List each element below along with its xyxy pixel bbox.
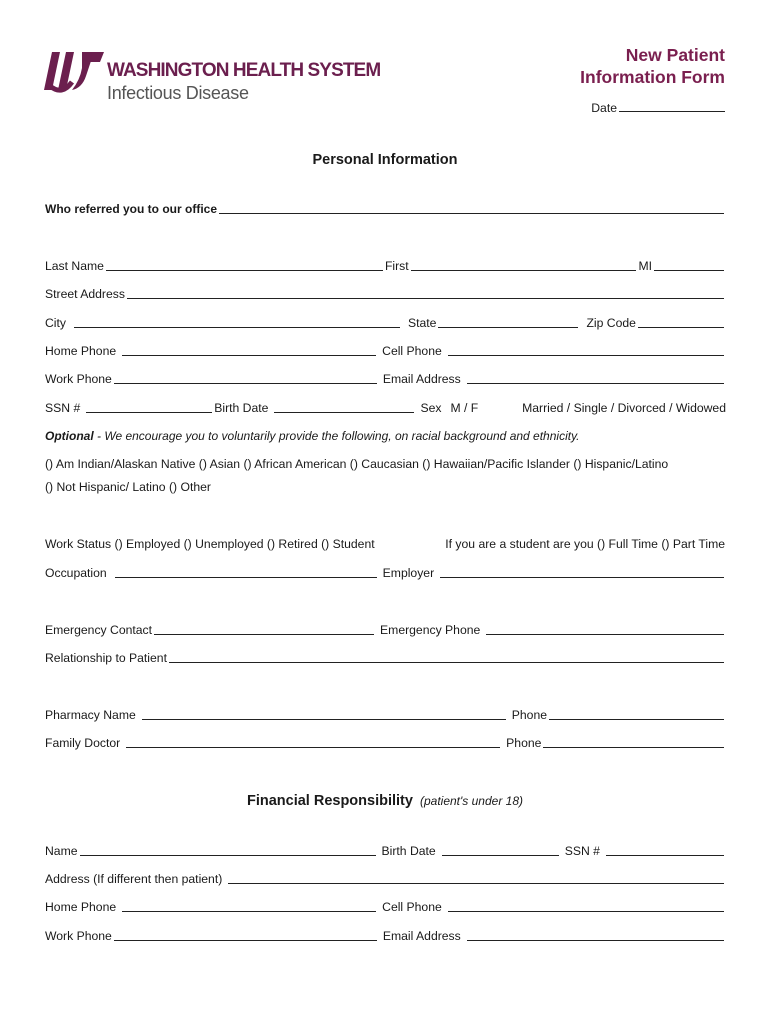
fin-address-label: Address (If different then patient) (45, 872, 223, 886)
zip-label: Zip Code (586, 316, 636, 330)
sex-label: Sex (420, 401, 442, 415)
pharmacy-phone-label: Phone (511, 708, 548, 722)
fin-name-label: Name (45, 844, 78, 858)
pharmacy-line[interactable] (142, 707, 506, 720)
employer-line[interactable] (440, 565, 724, 578)
emergency-phone-label: Emergency Phone (380, 623, 481, 637)
employer-label: Employer (382, 566, 435, 580)
pharmacy-row (45, 703, 726, 723)
pharmacy-phone-line[interactable] (549, 707, 724, 720)
form-title-line2: Information Form (580, 67, 725, 87)
referral-row (45, 197, 726, 217)
name-row (45, 254, 726, 274)
fin-home-phone-label: Home Phone (45, 900, 117, 914)
sex-options[interactable]: M / F (450, 401, 479, 415)
form-title (580, 44, 725, 88)
state-line[interactable] (438, 315, 578, 328)
personal-section-title: Personal Information (312, 152, 458, 168)
home-phone-line[interactable] (122, 343, 376, 356)
ssn-line[interactable] (86, 400, 212, 413)
fin-email-label: Email Address (382, 929, 461, 943)
date-label: Date (591, 101, 617, 115)
fin-address-line[interactable] (228, 871, 724, 884)
emergency-contact-line[interactable] (154, 622, 374, 635)
student-status-options[interactable]: If you are a student are you () Full Time () Part Time (445, 537, 725, 551)
financial-section-title (0, 793, 770, 809)
ssn-row (45, 396, 726, 416)
city-label: City (45, 316, 66, 330)
ssn-label: SSN # (45, 401, 81, 415)
form-title-line1: New Patient (625, 45, 725, 65)
fin-birth-date-line[interactable] (442, 843, 559, 856)
date-field[interactable] (591, 99, 725, 115)
fin-work-phone-label: Work Phone (45, 929, 112, 943)
mi-label: MI (638, 259, 652, 273)
logo-org-name: WASHINGTON HEALTH SYSTEM (107, 60, 381, 81)
referral-label: Who referred you to our office (45, 202, 218, 216)
doctor-phone-label: Phone (506, 736, 542, 750)
fin-ssn-label: SSN # (564, 844, 600, 858)
street-row (45, 282, 726, 302)
occupation-line[interactable] (115, 565, 377, 578)
optional-text: - We encourage you to voluntarily provide the following, on racial background and ethnicity. (93, 429, 580, 443)
zip-line[interactable] (638, 315, 724, 328)
logo (42, 42, 382, 106)
mi-line[interactable] (654, 258, 724, 271)
relationship-row (45, 646, 726, 666)
last-name-line[interactable] (106, 258, 383, 271)
work-email-row (45, 367, 726, 387)
street-label: Street Address (45, 287, 125, 301)
logo-mark-icon (42, 46, 106, 96)
ethnicity-options-2[interactable]: () Not Hispanic/ Latino () Other (45, 480, 211, 494)
email-line[interactable] (467, 371, 724, 384)
birth-date-line[interactable] (274, 400, 414, 413)
relationship-label: Relationship to Patient (45, 651, 167, 665)
pharmacy-label: Pharmacy Name (45, 708, 136, 722)
logo-department: Infectious Disease (107, 83, 249, 103)
financial-title: Financial Responsibility (246, 793, 413, 809)
phone-row (45, 339, 726, 359)
occupation-row (45, 561, 726, 581)
last-name-label: Last Name (45, 259, 104, 273)
financial-subtitle: (patient's under 18) (419, 794, 524, 808)
emergency-row (45, 618, 726, 638)
emergency-phone-line[interactable] (486, 622, 724, 635)
work-phone-label: Work Phone (45, 372, 112, 386)
email-label: Email Address (382, 372, 461, 386)
fin-name-line[interactable] (80, 843, 376, 856)
financial-address-row (45, 867, 726, 887)
financial-name-row (45, 839, 726, 859)
financial-phone-row (45, 895, 726, 915)
fin-ssn-line[interactable] (606, 843, 724, 856)
home-phone-label: Home Phone (45, 344, 117, 358)
occupation-label: Occupation (45, 566, 107, 580)
first-name-line[interactable] (411, 258, 637, 271)
fin-cell-phone-label: Cell Phone (382, 900, 442, 914)
city-row (45, 311, 726, 331)
fin-home-phone-line[interactable] (122, 899, 376, 912)
optional-label: Optional (45, 429, 94, 443)
emergency-contact-label: Emergency Contact (45, 623, 153, 637)
family-doctor-row (45, 731, 726, 751)
work-status-options[interactable]: Work Status () Employed () Unemployed () Retired () Student (45, 537, 375, 551)
date-line[interactable] (619, 99, 725, 112)
state-label: State (408, 316, 437, 330)
ethnicity-options-1[interactable]: () Am Indian/Alaskan Native () Asian () African American () Caucasian () Hawaiian/Pacific Islander () Hispanic/Latino (45, 457, 669, 471)
doctor-phone-line[interactable] (543, 735, 724, 748)
birth-date-label: Birth Date (214, 401, 269, 415)
street-line[interactable] (127, 286, 724, 299)
first-name-label: First (384, 259, 409, 273)
optional-note (45, 429, 580, 443)
relationship-line[interactable] (169, 650, 724, 663)
fin-email-line[interactable] (467, 928, 724, 941)
marital-options[interactable]: Married / Single / Divorced / Widowed (522, 401, 726, 415)
cell-phone-line[interactable] (448, 343, 724, 356)
referral-line[interactable] (219, 201, 724, 214)
fin-work-phone-line[interactable] (114, 928, 377, 941)
family-doctor-line[interactable] (126, 735, 500, 748)
financial-work-email-row (45, 924, 726, 944)
family-doctor-label: Family Doctor (45, 736, 121, 750)
cell-phone-label: Cell Phone (382, 344, 442, 358)
work-phone-line[interactable] (114, 371, 377, 384)
fin-birth-date-label: Birth Date (381, 844, 436, 858)
city-line[interactable] (74, 315, 400, 328)
fin-cell-phone-line[interactable] (448, 899, 724, 912)
